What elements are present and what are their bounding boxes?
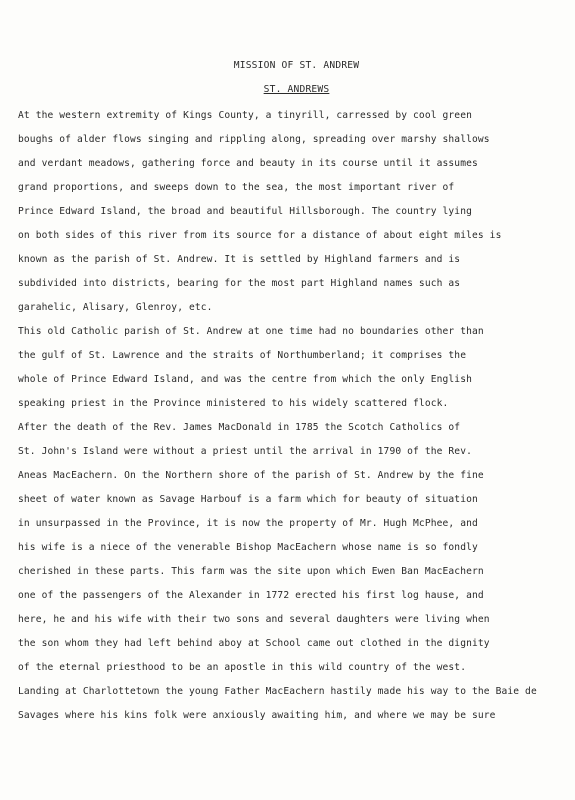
document-subheading bbox=[0, 84, 575, 95]
document-heading: MISSION OF ST. ANDREW bbox=[233, 60, 360, 71]
text-line: on both sides of this river from its source for a distance of about eight miles is bbox=[18, 230, 502, 241]
text-line: speaking priest in the Province ministered to his widely scattered flock. bbox=[18, 398, 449, 409]
text-line: Savages where his kins folk were anxiously awaiting him, and where we may be sure bbox=[18, 710, 496, 721]
text-line: This old Catholic parish of St. Andrew at one time had no boundaries other than bbox=[18, 326, 484, 337]
text-line: sheet of water known as Savage Harbouf is a farm which for beauty of situation bbox=[18, 494, 478, 505]
text-line: the gulf of St. Lawrence and the straits of Northumberland; it comprises the bbox=[18, 350, 467, 361]
text-line: subdivided into districts, bearing for the most part Highland names such as bbox=[18, 278, 461, 289]
text-line: known as the parish of St. Andrew. It is settled by Highland farmers and is bbox=[18, 254, 461, 265]
text-line: boughs of alder flows singing and rippling along, spreading over marshy shallows bbox=[18, 134, 490, 145]
text-line: whole of Prince Edward Island, and was the centre from which the only English bbox=[18, 374, 472, 385]
text-line: one of the passengers of the Alexander in 1772 erected his first log hause, and bbox=[18, 590, 484, 601]
text-line: cherished in these parts. This farm was the site upon which Ewen Ban MacEachern bbox=[18, 566, 484, 577]
text-line: Prince Edward Island, the broad and beautiful Hillsborough. The country lying bbox=[18, 206, 472, 217]
text-line: of the eternal priesthood to be an apostle in this wild country of the west. bbox=[18, 662, 467, 673]
text-line: and verdant meadows, gathering force and beauty in its course until it assumes bbox=[18, 158, 478, 169]
text-line: At the western extremity of Kings County, a tinyrill, carressed by cool green bbox=[18, 110, 472, 121]
text-line: here, he and his wife with their two sons and several daughters were living when bbox=[18, 614, 490, 625]
text-line: St. John's Island were without a priest until the arrival in 1790 of the Rev. bbox=[18, 446, 472, 457]
text-line: his wife is a niece of the venerable Bishop MacEachern whose name is so fondly bbox=[18, 542, 478, 553]
text-line: garahelic, Alisary, Glenroy, etc. bbox=[18, 302, 213, 313]
text-line: grand proportions, and sweeps down to the sea, the most important river of bbox=[18, 182, 455, 193]
text-line: in unsurpassed in the Province, it is now the property of Mr. Hugh McPhee, and bbox=[18, 518, 478, 529]
text-line: the son whom they had left behind aboy at School came out clothed in the dignity bbox=[18, 638, 490, 649]
subheading-text: ST. ANDREWS bbox=[263, 84, 330, 95]
text-line: After the death of the Rev. James MacDonald in 1785 the Scotch Catholics of bbox=[18, 422, 461, 433]
text-line: Landing at Charlottetown the young Father MacEachern hastily made his way to the Baie de bbox=[18, 686, 537, 697]
text-line: Aneas MacEachern. On the Northern shore of the parish of St. Andrew by the fine bbox=[18, 470, 484, 481]
